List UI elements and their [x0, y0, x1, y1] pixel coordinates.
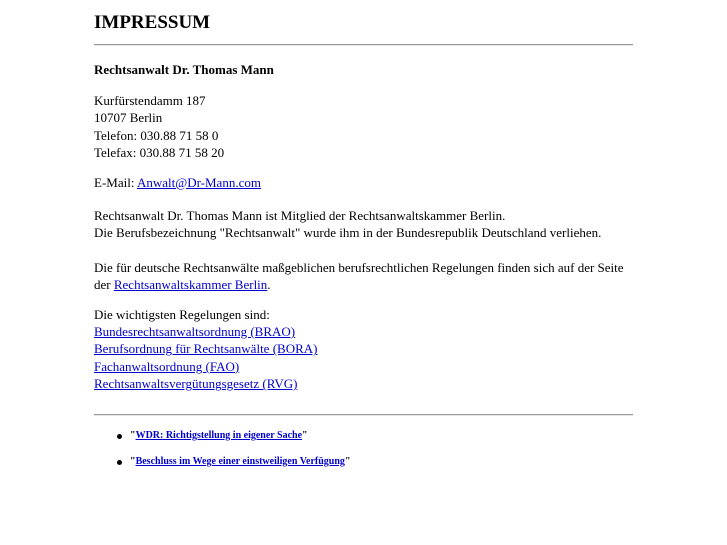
membership-line-1: Rechtsanwalt Dr. Thomas Mann ist Mitglied der Rechtsanwaltskammer Berlin.: [94, 208, 506, 224]
rules-line-1: Die für deutsche Rechtsanwälte maßgeblichen berufsrechtlichen Regelungen finden sich auf der Seite: [94, 259, 624, 275]
rules-prefix: der: [94, 277, 114, 293]
fax-number: Telefax: 030.88 71 58 20: [94, 145, 225, 161]
address-block: [94, 92, 633, 162]
news-item: [94, 454, 633, 470]
impressum-page: [94, 0, 633, 470]
close-quote: ": [344, 455, 351, 467]
phone-number: Telefon: 030.88 71 58 0: [94, 127, 219, 143]
address-city: 10707 Berlin: [94, 110, 163, 126]
divider: [94, 44, 633, 46]
brao-link[interactable]: Bundesrechtsanwaltsordnung (BRAO): [94, 324, 296, 340]
rules-text: [94, 259, 633, 294]
divider: [94, 414, 633, 416]
regulations-list: [94, 306, 633, 393]
email-link[interactable]: Anwalt@Dr-Mann.com: [136, 174, 261, 190]
close-quote: ": [302, 429, 308, 441]
regulations-intro: Die wichtigsten Regelungen sind:: [94, 306, 270, 322]
membership-line-2: Die Berufsbezeichnung "Rechtsanwalt" wurde ihm in der Bundesrepublik Deutschland verliehen.: [94, 225, 602, 241]
rules-line-2: [94, 276, 633, 293]
news-link-wdr[interactable]: WDR: Richtigstellung in eigener Sache: [135, 429, 303, 441]
chamber-link[interactable]: Rechtsanwaltskammer Berlin: [113, 277, 268, 293]
page-title: IMPRESSUM: [94, 12, 211, 33]
news-list: [94, 428, 633, 470]
open-quote: ": [130, 455, 136, 467]
email-line: [94, 174, 633, 191]
lawyer-name: Rechtsanwalt Dr. Thomas Mann: [94, 62, 274, 77]
news-link-beschluss[interactable]: Beschluss im Wege einer einstweiligen Verfügung: [135, 455, 345, 467]
fao-link[interactable]: Fachanwaltsordnung (FAO): [94, 358, 240, 374]
rvg-link[interactable]: Rechtsanwaltsvergütungsgesetz (RVG): [94, 376, 298, 392]
bullet-icon: [117, 460, 122, 465]
bora-link[interactable]: Berufsordnung für Rechtsanwälte (BORA): [94, 341, 318, 357]
email-label: E-Mail:: [94, 174, 137, 190]
address-street: Kurfürstendamm 187: [94, 93, 206, 108]
rules-suffix: .: [267, 277, 271, 293]
membership-text: [94, 207, 633, 242]
open-quote: ": [130, 429, 136, 441]
news-item: [94, 428, 633, 444]
bullet-icon: [117, 434, 122, 439]
